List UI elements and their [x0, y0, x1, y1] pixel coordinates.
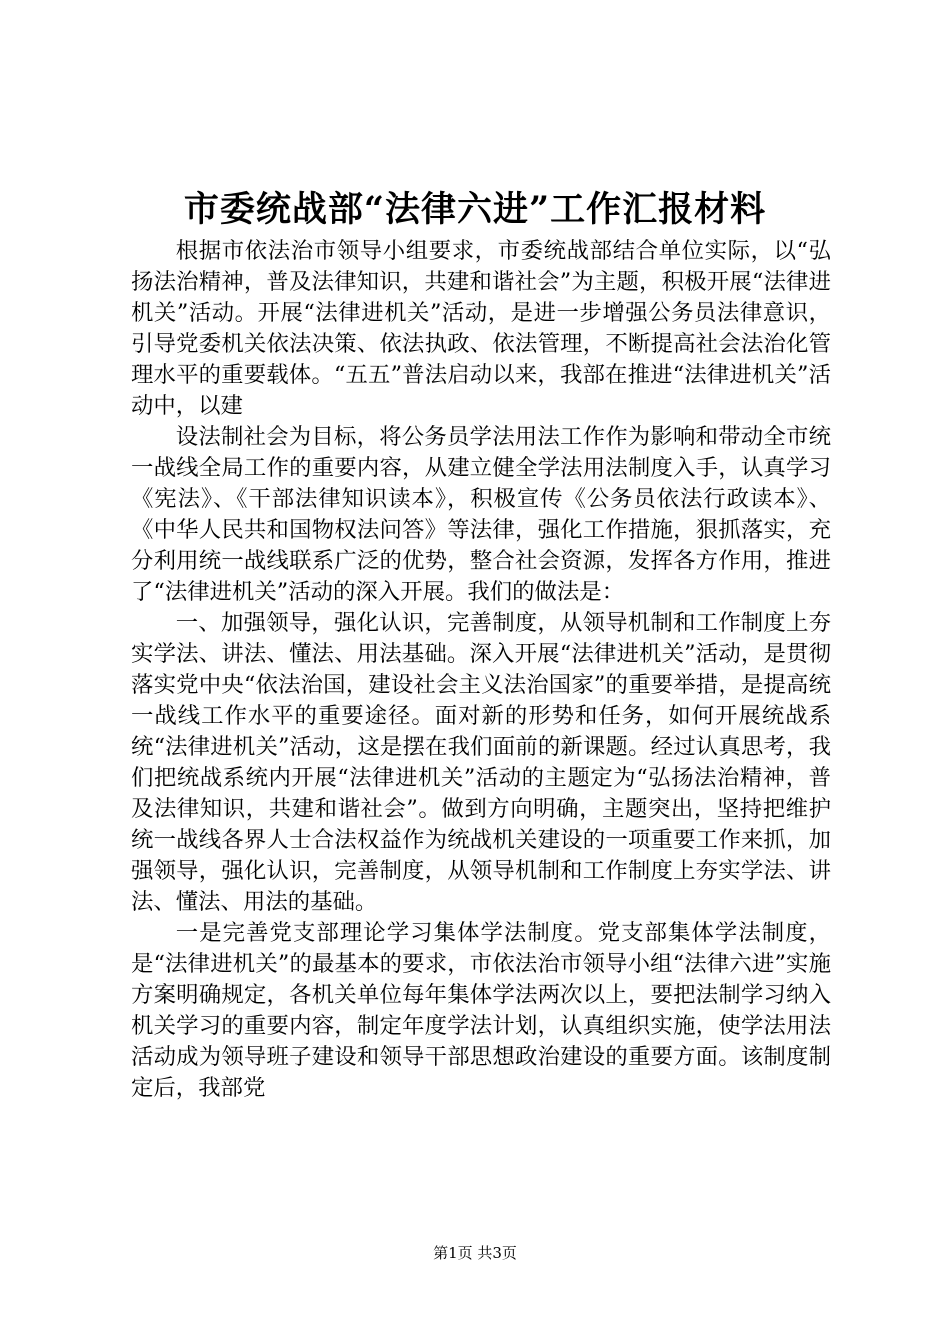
page-number-footer: 第1页 共3页 — [433, 1244, 517, 1262]
document-body — [131, 236, 831, 1104]
paragraph: 一、加强领导，强化认识，完善制度，从领导机制和工作制度上夯实学法、讲法、懂法、用法基础。深入开展“法律进机关”活动，是贯彻落实党中央“依法治国，建设社会主义法治国家”的重要举措，是提高统一战线工作水平的重要途径。面对新的形势和任务，如何开展统战系统“法律进机关”活动，这是摆在我们面前的新课题。经过认真思考，我们把统战系统内开展“法律进机关”活动的主题定为“弘扬法治精神，普及法律知识，共建和谐社会”。做到方向明确，主题突出，坚持把维护统一战线各界人士合法权益作为统战机关建设的一项重要工作来抓，加强领导，强化认识，完善制度，从领导机制和工作制度上夯实学法、讲法、懂法、用法的基础。 — [131, 610, 831, 915]
document-title: 市委统战部“法律六进”工作汇报材料 — [183, 189, 767, 230]
paragraph: 根据市依法治市领导小组要求，市委统战部结合单位实际，以“弘扬法治精神，普及法律知识，共建和谐社会”为主题，积极开展“法律进机关”活动。开展“法律进机关”活动，是进一步增强公务员法律意识，引导党委机关依法决策、依法执政、依法管理，不断提高社会法治化管理水平的重要载体。“五五”普法启动以来，我部在推进“法律进机关”活动中，以建 — [131, 238, 831, 419]
paragraph: 一是完善党支部理论学习集体学法制度。党支部集体学法制度，是“法律进机关”的最基本的要求，市依法治市领导小组“法律六进”实施方案明确规定，各机关单位每年集体学法两次以上，要把法制学习纳入机关学习的重要内容，制定年度学法计划，认真组织实施，使学法用法活动成为领导班子建设和领导干部思想政治建设的重要方面。该制度制定后，我部党 — [131, 920, 831, 1101]
paragraph: 设法制社会为目标，将公务员学法用法工作作为影响和带动全市统一战线全局工作的重要内容，从建立健全学法用法制度入手，认真学习《宪法》、《干部法律知识读本》，积极宣传《公务员依法行政读本》、《中华人民共和国物权法问答》等法律，强化工作措施，狠抓落实，充分利用统一战线联系广泛的优势，整合社会资源，发挥各方作用，推进了“法律进机关”活动的深入开展。我们的做法是： — [131, 424, 831, 605]
